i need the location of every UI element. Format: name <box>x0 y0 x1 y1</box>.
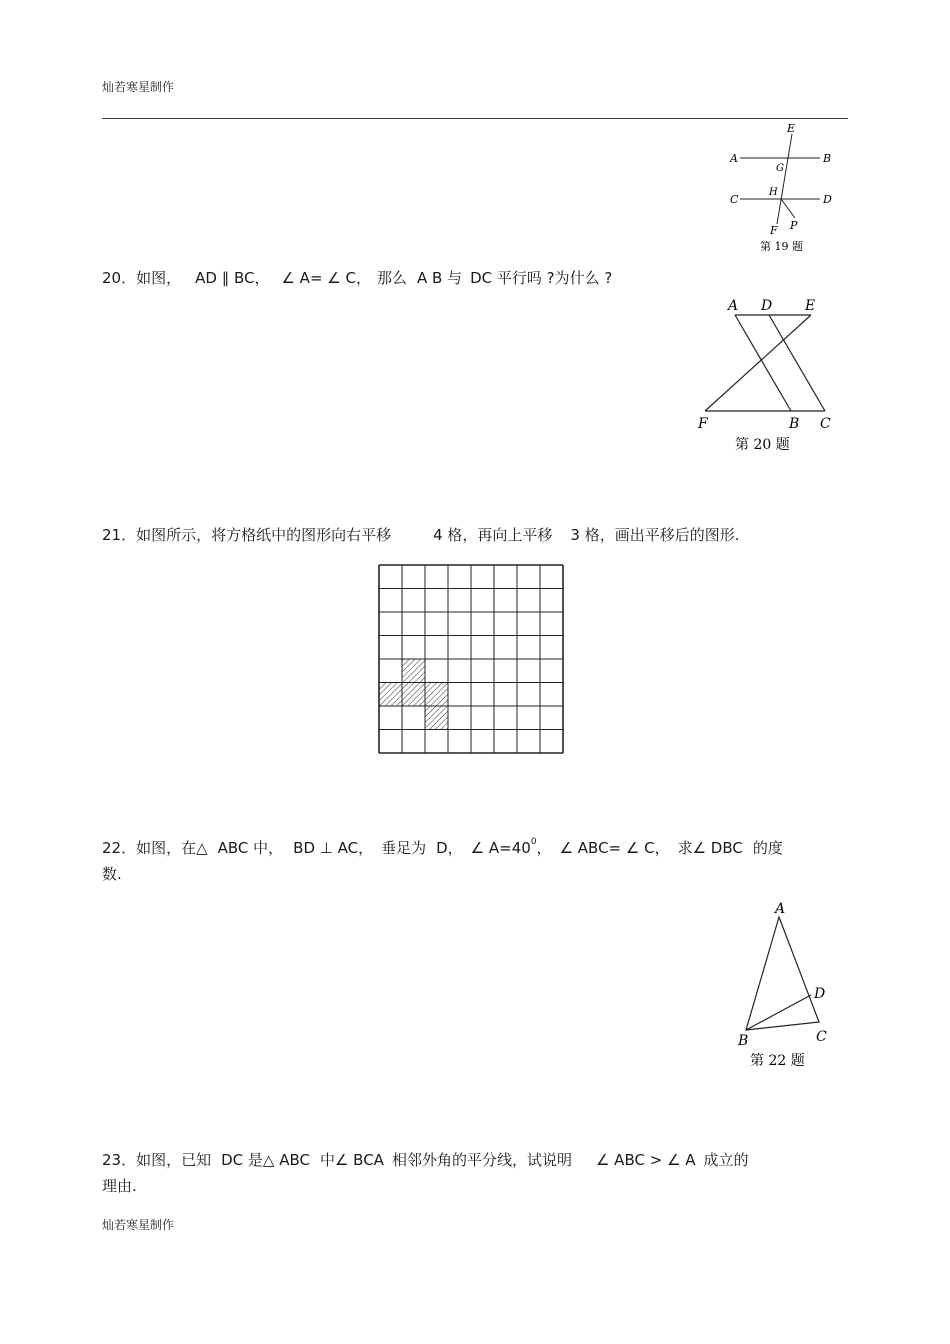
segment-ef <box>705 315 811 411</box>
question-22 <box>102 835 783 861</box>
triangle-abc <box>746 917 819 1030</box>
q20-number: 20． <box>102 269 137 287</box>
q21-part-3: 3 格，画出平移后的图形. <box>570 526 740 544</box>
q22-number: 22． <box>102 839 137 857</box>
question-22-line-2: 数. <box>102 865 122 883</box>
segment-bd <box>746 995 811 1030</box>
label-c: C <box>820 416 831 432</box>
question-23-line-2: 理由. <box>102 1177 137 1195</box>
label-b: B <box>823 152 832 165</box>
page-header: 灿若寒星制作 <box>102 80 175 94</box>
q22-superscript: 0 <box>530 837 537 847</box>
figure-20 <box>693 290 843 458</box>
shaded-cell <box>379 683 402 707</box>
label-h: H <box>769 187 778 198</box>
q22-part-2: ABC 中， <box>217 839 284 857</box>
q22-part-10: 的度 <box>752 839 783 857</box>
figure-20-caption: 第 20 题 <box>735 437 790 453</box>
q21-part-1: 如图所示，将方格纸中的图形向右平移 <box>136 526 392 544</box>
q20-part-4: 那么 <box>376 269 407 287</box>
page-footer: 灿若寒星制作 <box>102 1218 175 1232</box>
q23-part-4: 相邻外角的平分线，试说明 <box>391 1151 572 1169</box>
label-d: D <box>823 193 832 206</box>
q23-part-2: DC 是△ ABC <box>221 1151 310 1169</box>
label-e: E <box>805 298 816 314</box>
q20-part-2: AD ∥ BC， <box>195 269 270 287</box>
figure-19-caption: 第 19 题 <box>760 240 803 253</box>
shaded-cell <box>425 706 448 730</box>
label-g: G <box>776 163 784 174</box>
segment-dc <box>769 315 825 411</box>
q22-part-5: D， <box>436 839 463 857</box>
q20-part-6: DC 平行吗 ?为什么 ? <box>470 269 613 287</box>
label-f: F <box>770 224 778 237</box>
label-a: A <box>728 298 739 314</box>
q21-part-2: 4 格，再向上平移 <box>433 526 553 544</box>
label-c: C <box>816 1029 827 1045</box>
shaded-cell <box>425 683 448 707</box>
q22-part-6: ∠ A=40 <box>470 839 531 857</box>
figure-22-caption: 第 22 题 <box>750 1053 805 1069</box>
q23-part-3: 中∠ BCA <box>319 1151 384 1169</box>
question-20 <box>102 265 612 291</box>
q22-part-4: 垂足为 <box>381 839 427 857</box>
label-d: D <box>761 298 773 314</box>
q23-part-1: 如图，已知 <box>136 1151 212 1169</box>
q21-number: 21． <box>102 526 137 544</box>
grid-paper <box>376 562 566 756</box>
q20-part-3: ∠ A= ∠ C， <box>281 269 371 287</box>
label-d: D <box>814 986 826 1002</box>
q20-part-5: A B 与 <box>417 269 463 287</box>
label-p: P <box>790 219 798 232</box>
q20-part-1: 如图， <box>136 269 182 287</box>
q22-part-3: BD ⊥ AC， <box>293 839 374 857</box>
label-c: C <box>730 193 739 206</box>
label-b: B <box>738 1033 749 1049</box>
label-f: F <box>698 416 708 432</box>
q22-part-9: 求∠ DBC <box>677 839 743 857</box>
segment-ab <box>735 315 791 411</box>
shaded-cell <box>402 659 425 683</box>
q22-part-1: 如图，在△ <box>136 839 208 857</box>
label-e: E <box>787 122 796 135</box>
q23-number: 23． <box>102 1151 137 1169</box>
q23-part-5: ∠ ABC > ∠ A <box>595 1151 696 1169</box>
q22-part-7: ， <box>536 839 552 857</box>
header-divider <box>102 118 848 119</box>
q22-part-8: ∠ ABC= ∠ C， <box>559 839 670 857</box>
label-a: A <box>775 901 786 917</box>
label-b: B <box>789 416 800 432</box>
shaded-cell <box>402 683 425 707</box>
q23-part-6: 成立的 <box>703 1151 749 1169</box>
question-21 <box>102 522 740 548</box>
figure-22 <box>722 895 847 1075</box>
question-23 <box>102 1147 749 1173</box>
figure-19 <box>722 122 842 257</box>
label-a: A <box>730 152 738 165</box>
ray-hp <box>781 199 795 218</box>
